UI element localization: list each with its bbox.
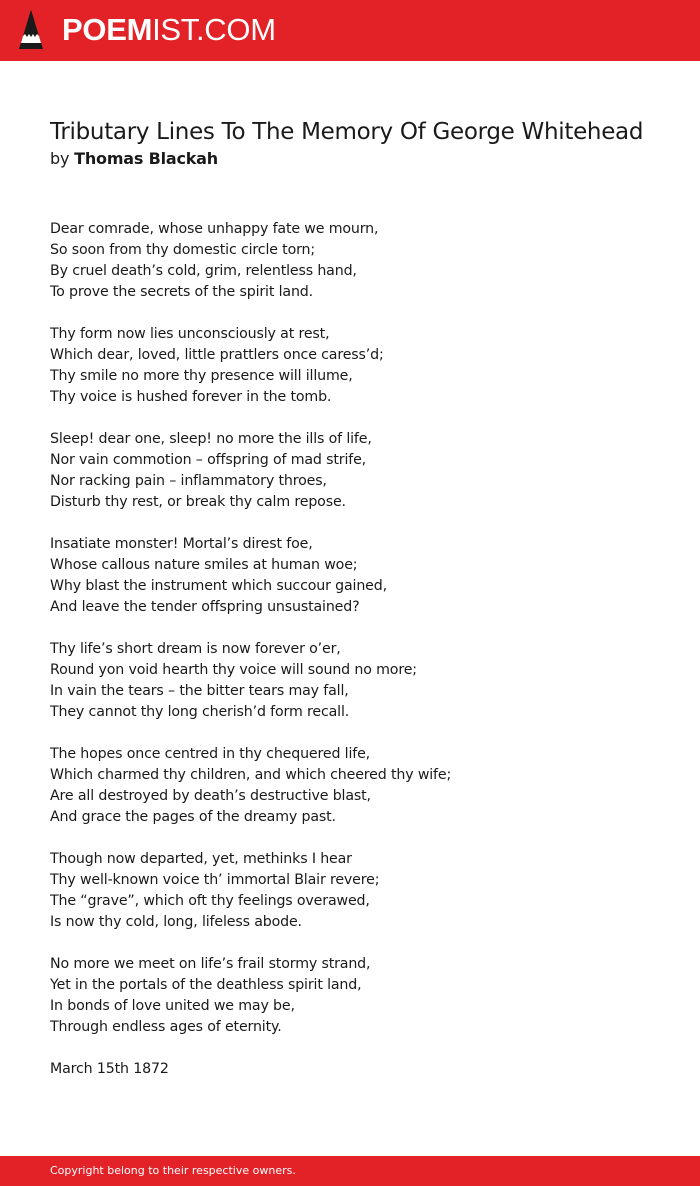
poem-line: Why blast the instrument which succour gained, [50,578,387,594]
byline [50,148,218,170]
stanza [50,219,670,303]
poem-line: Whose callous nature smiles at human woe; [50,557,358,573]
poem-line: They cannot thy long cherish’d form recall. [50,704,350,720]
pencil-tip-icon[interactable] [17,9,45,51]
poem-line: Nor vain commotion – offspring of mad strife, [50,452,367,468]
poem-line: And grace the pages of the dreamy past. [50,809,336,825]
poem-title: Tributary Lines To The Memory Of George Whitehead [50,119,644,145]
poem-line: Nor racking pain – inflammatory throes, [50,473,327,489]
poem-line: Thy form now lies unconsciously at rest, [50,326,330,342]
logo-light-text: IST.COM [152,12,276,47]
poem-line: Yet in the portals of the deathless spirit land, [50,977,362,993]
poem-line: Though now departed, yet, methinks I hear [50,851,352,867]
poem-line: And leave the tender offspring unsustained? [50,599,360,615]
stanza [50,954,670,1038]
poem-line: The “grave”, which oft thy feelings overawed, [50,893,370,909]
poem-line: No more we meet on life’s frail stormy strand, [50,956,371,972]
stanza [50,744,670,828]
poem-author: Thomas Blackah [74,149,218,168]
stanza [50,639,670,723]
poem-line: Disturb thy rest, or break thy calm repose. [50,494,346,510]
poem-line: In bonds of love united we may be, [50,998,295,1014]
by-label: by [50,149,70,168]
poem-line: Are all destroyed by death’s destructive blast, [50,788,371,804]
poem-line: Sleep! dear one, sleep! no more the ills of life, [50,431,372,447]
poem-line: Insatiate monster! Mortal’s direst foe, [50,536,313,552]
site-footer [0,1156,700,1186]
site-logo[interactable] [62,11,276,49]
poem-line: Through endless ages of eternity. [50,1019,282,1035]
poem-line: Thy well-known voice th’ immortal Blair revere; [50,872,380,888]
stanza [50,534,670,618]
site-header [0,0,700,61]
stanza [50,429,670,513]
poem-line: Thy life’s short dream is now forever o’er, [50,641,341,657]
poem-date: March 15th 1872 [50,1061,169,1077]
poem-line: Thy smile no more thy presence will illume, [50,368,353,384]
poem-body [50,219,670,1059]
poem-line: Thy voice is hushed forever in the tomb. [50,389,332,405]
poem-line: By cruel death’s cold, grim, relentless hand, [50,263,357,279]
poem-line: To prove the secrets of the spirit land. [50,284,314,300]
poem-line: Round yon void hearth thy voice will sound no more; [50,662,417,678]
poem-line: Dear comrade, whose unhappy fate we mourn, [50,221,379,237]
poem-line: Which dear, loved, little prattlers once caress’d; [50,347,384,363]
stanza [50,324,670,408]
poem-line: In vain the tears – the bitter tears may fall, [50,683,349,699]
poem-line: The hopes once centred in thy chequered life, [50,746,371,762]
logo-bold-text: POEM [62,12,153,47]
poem-line: Is now thy cold, long, lifeless abode. [50,914,302,930]
copyright-notice: Copyright belong to their respective owners. [50,1164,296,1177]
poem-line: Which charmed thy children, and which cheered thy wife; [50,767,452,783]
poem-line: So soon from thy domestic circle torn; [50,242,316,258]
stanza [50,849,670,933]
